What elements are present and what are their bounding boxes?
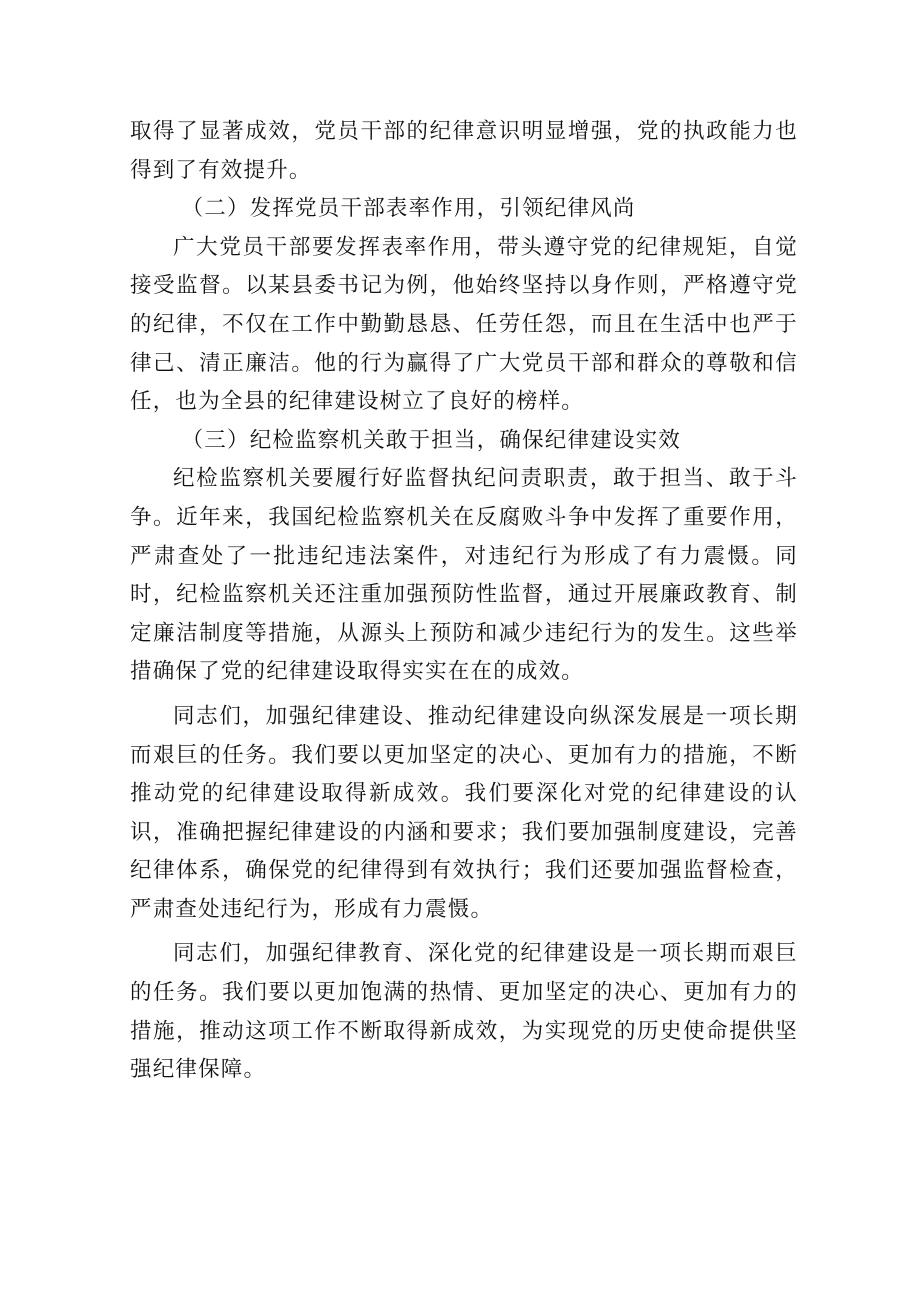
section-2-heading: （二）发挥党员干部表率作用，引领纪律风尚 — [181, 196, 636, 222]
section-2-paragraph: 广大党员干部要发挥表率作用，带头遵守党的纪律规矩，自觉接受监督。以某县委书记为例，他始终坚持以身作则，严格遵守党的纪律，不仅在工作中勤勤恳恳、任劳任怨，而且在生活中也严于律己、清正廉洁。他的行为赢得了广大党员干部和群众的尊敬和信任，也为全县的纪律建设树立了良好的榜样。 — [130, 234, 798, 415]
closing-paragraph-2: 同志们，加强纪律教育、深化党的纪律建设是一项长期而艰巨的任务。我们要以更加饱满的热情、更加坚定的决心、更加有力的措施，推动这项工作不断取得新成效，为实现党的历史使命提供坚强纪律保障。 — [130, 941, 798, 1083]
section-3-paragraph: 纪检监察机关要履行好监督执纪问责职责，敢于担当、敢于斗争。近年来，我国纪检监察机关在反腐败斗争中发挥了重要作用，严肃查处了一批违纪违法案件，对违纪行为形成了有力震慑。同时，纪检监察机关还注重加强预防性监督，通过开展廉政教育、制定廉洁制度等措施，从源头上预防和减少违纪行为的发生。这些举措确保了党的纪律建设取得实实在在的成效。 — [130, 466, 798, 685]
section-3-heading: （三）纪检监察机关敢于担当，确保纪律建设实效 — [181, 427, 681, 453]
document-body — [130, 113, 798, 1090]
closing-paragraph-1: 同志们，加强纪律建设、推动纪律建设向纵深发展是一项长期而艰巨的任务。我们要以更加坚定的决心、更加有力的措施，不断推动党的纪律建设取得新成效。我们要深化对党的纪律建设的认识，准确把握纪律建设的内涵和要求；我们要加强制度建设，完善纪律体系，确保党的纪律得到有效执行；我们还要加强监督检查，严肃查处违纪行为，形成有力震慑。 — [130, 703, 798, 922]
continued-paragraph: 取得了显著成效，党员干部的纪律意识明显增强，党的执政能力也得到了有效提升。 — [130, 119, 798, 183]
